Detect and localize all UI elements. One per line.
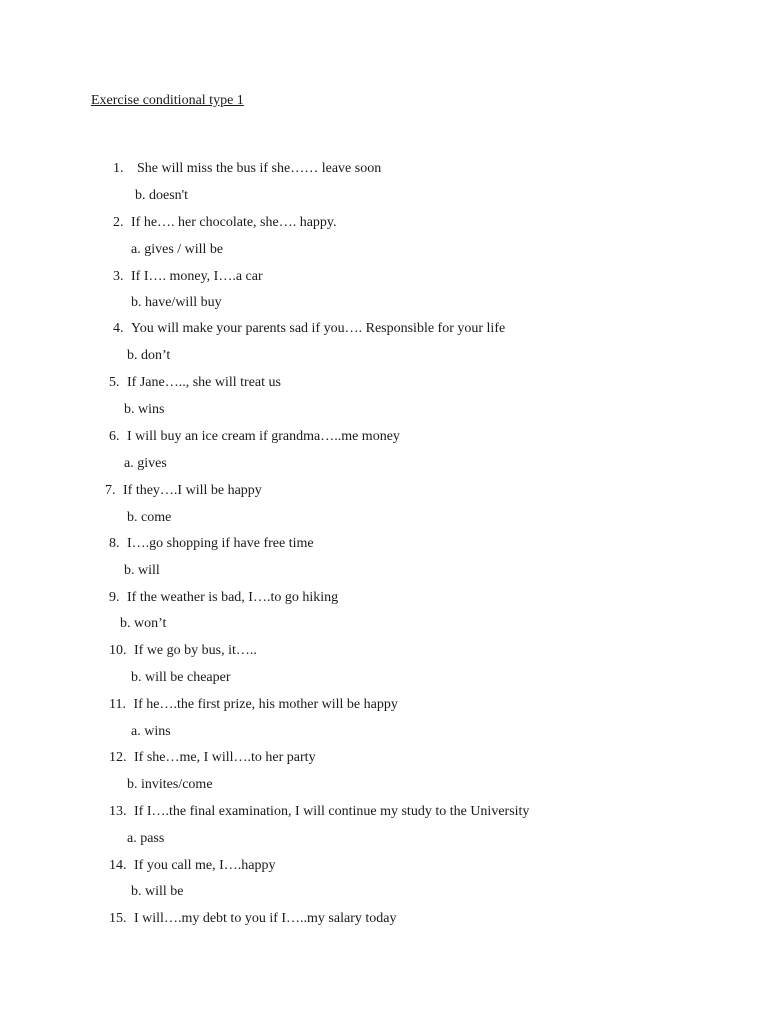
item-question: If she…me, I will….to her party [134, 750, 316, 765]
item-question: I will buy an ice cream if grandma…..me money [127, 429, 400, 444]
list-item [109, 374, 281, 392]
item-number: 12. [109, 750, 127, 765]
item-question: If he….the first prize, his mother will be happy [133, 697, 398, 712]
item-answer: b. come [127, 510, 172, 525]
item-answer: a. gives / will be [131, 242, 224, 257]
item-question: If I…. money, I….a car [131, 269, 263, 284]
item-number: 6. [109, 429, 120, 444]
item-answer: a. pass [127, 831, 165, 846]
list-item [113, 214, 337, 232]
item-answer: b. will be cheaper [131, 670, 231, 685]
item-number: 9. [109, 590, 120, 605]
list-item [109, 589, 338, 607]
item-question: If Jane….., she will treat us [127, 375, 281, 390]
item-number: 15. [109, 911, 127, 926]
list-item [113, 320, 505, 338]
list-item [113, 268, 263, 286]
item-number: 5. [109, 375, 120, 390]
list-item [109, 696, 398, 714]
list-item [109, 749, 316, 767]
item-answer: b. will [124, 563, 160, 578]
item-question: If I….the final examination, I will continue my study to the University [134, 804, 530, 819]
list-item [109, 642, 257, 660]
exercise-title: Exercise conditional type 1 [91, 93, 244, 108]
item-question: You will make your parents sad if you…. Responsible for your life [131, 321, 506, 336]
item-number: 8. [109, 536, 120, 551]
item-number: 1. [113, 161, 124, 176]
item-answer: a. gives [124, 456, 167, 471]
item-number: 4. [113, 321, 124, 336]
item-answer: b. will be [131, 884, 184, 899]
item-number: 14. [109, 858, 127, 873]
item-answer: b. won’t [120, 616, 167, 631]
item-question: If you call me, I….happy [134, 858, 276, 873]
item-number: 11. [109, 697, 126, 712]
item-answer: a. wins [131, 724, 171, 739]
list-item [109, 428, 400, 446]
list-item [113, 160, 381, 178]
list-item [109, 803, 529, 821]
item-question: If they….I will be happy [123, 483, 262, 498]
item-number: 10. [109, 643, 127, 658]
item-question: If he…. her chocolate, she…. happy. [131, 215, 337, 230]
item-question: If the weather is bad, I….to go hiking [127, 590, 339, 605]
item-number: 3. [113, 269, 124, 284]
item-number: 7. [105, 483, 116, 498]
item-answer: b. have/will buy [131, 295, 222, 310]
list-item [109, 535, 314, 553]
item-number: 2. [113, 215, 124, 230]
item-question: She will miss the bus if she…… leave soon [137, 161, 382, 176]
item-question: I will….my debt to you if I…..my salary today [134, 911, 397, 926]
list-item [105, 482, 262, 500]
item-answer: b. wins [124, 402, 165, 417]
list-item [109, 910, 396, 928]
item-answer: b. doesn't [135, 188, 189, 203]
item-question: If we go by bus, it….. [134, 643, 257, 658]
item-question: I….go shopping if have free time [127, 536, 314, 551]
list-item [109, 857, 276, 875]
item-answer: b. invites/come [127, 777, 213, 792]
item-number: 13. [109, 804, 127, 819]
item-answer: b. don’t [127, 348, 171, 363]
